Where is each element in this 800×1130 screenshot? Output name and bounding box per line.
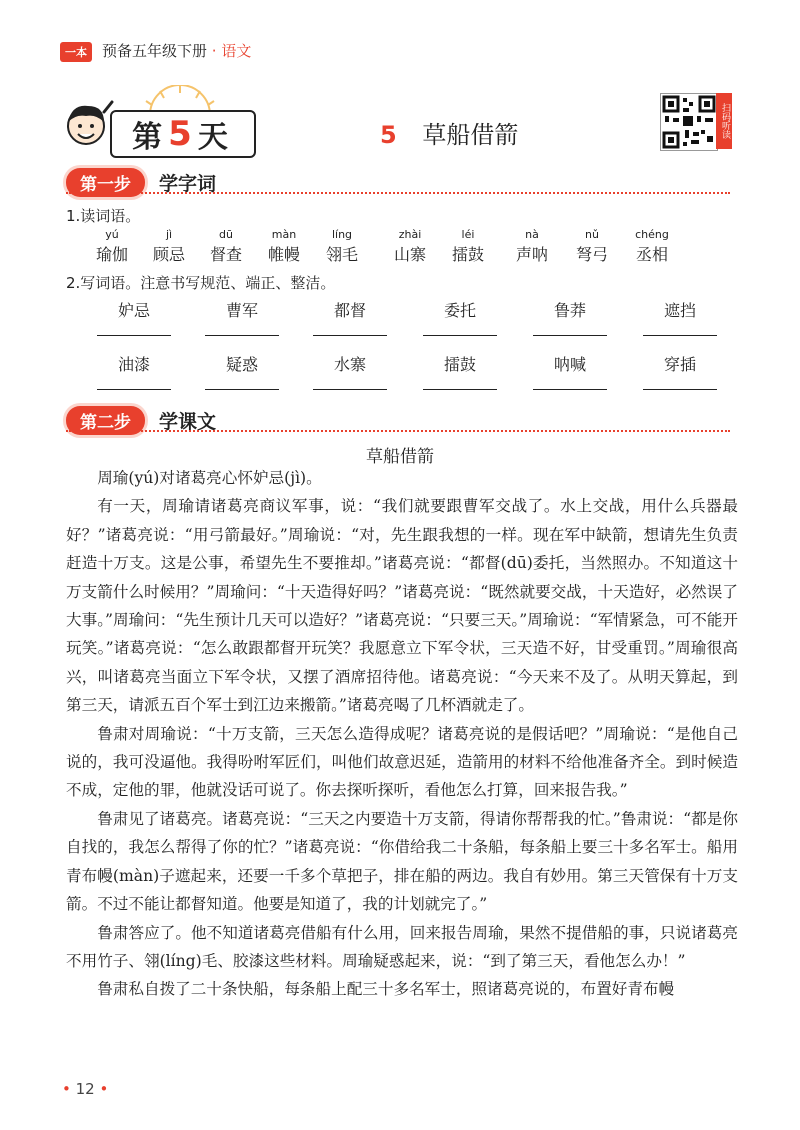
write-cell[interactable]: [310, 352, 390, 390]
page-header: [0, 0, 800, 72]
write-word: 遮挡: [663, 301, 696, 320]
pinyin: jì: [165, 228, 173, 241]
qr-code-icon[interactable]: [660, 93, 718, 151]
section-divider: [66, 192, 730, 194]
read-word: [310, 228, 374, 265]
day-suffix: 天: [197, 120, 234, 155]
write-word: 水寨: [333, 355, 366, 374]
bullet-icon: •: [99, 1080, 109, 1098]
write-cell[interactable]: [420, 352, 500, 390]
hanzi: 顾忌: [152, 245, 185, 264]
step1-label: 学字词: [159, 172, 217, 195]
lesson-title: [380, 115, 518, 150]
answer-line[interactable]: [313, 389, 387, 390]
answer-line[interactable]: [423, 389, 497, 390]
answer-line[interactable]: [423, 335, 497, 336]
write-cell[interactable]: [202, 298, 282, 336]
answer-line[interactable]: [533, 389, 607, 390]
question-2-title: 2.写词语。注意书写规范、端正、整洁。: [66, 274, 336, 292]
read-word: [500, 228, 564, 265]
read-word: [620, 228, 684, 265]
write-word: 委托: [443, 301, 476, 320]
write-word: 鲁莽: [553, 301, 586, 320]
answer-line[interactable]: [643, 335, 717, 336]
day-number: 5: [168, 114, 198, 154]
hanzi: 擂鼓: [451, 245, 484, 264]
write-word: 油漆: [117, 355, 150, 374]
day-badge: [110, 110, 256, 158]
answer-line[interactable]: [205, 389, 279, 390]
brand-logo: 一本: [60, 42, 92, 62]
page-number-text: 12: [75, 1080, 95, 1098]
write-word: 都督: [333, 301, 366, 320]
read-word: [436, 228, 500, 265]
pinyin: dū: [219, 228, 233, 241]
pinyin: líng: [331, 228, 353, 241]
paragraph: 周瑜(yú)对诸葛亮心怀妒忌(jì)。: [97, 469, 322, 487]
pinyin: màn: [271, 228, 297, 241]
hanzi: 翎毛: [325, 245, 358, 264]
pinyin: yú: [105, 228, 119, 241]
write-word: 妒忌: [117, 301, 150, 320]
answer-line[interactable]: [205, 335, 279, 336]
paragraph: 鲁肃对周瑜说：“十万支箭，三天怎么造得成呢？诸葛亮说的是假话吧？”周瑜说：“是他自己说的，我可没逼他。我得吩咐军匠们，叫他们故意迟延，造箭用的材料不给他准备齐全。到时候造不成，定他的罪，他就没话可说了。你去探听探听，看他怎么打算，回来报告我。”: [66, 724, 738, 800]
hanzi: 瑜伽: [95, 245, 128, 264]
subject-name: 语文: [221, 42, 252, 60]
answer-line[interactable]: [313, 335, 387, 336]
write-cell[interactable]: [94, 352, 174, 390]
write-cell[interactable]: [420, 298, 500, 336]
hanzi: 山寨: [393, 245, 426, 264]
hanzi: 弩弓: [575, 245, 608, 264]
answer-line[interactable]: [97, 335, 171, 336]
step2-label: 学课文: [159, 410, 217, 433]
pinyin: nǔ: [585, 228, 599, 241]
write-word: 擂鼓: [443, 355, 476, 374]
read-word: [252, 228, 316, 265]
question-1-title: 1.读词语。: [66, 207, 141, 225]
write-word: 曹军: [225, 301, 258, 320]
read-word: [560, 228, 624, 265]
passage-body: [66, 464, 738, 1004]
paragraph: 鲁肃见了诸葛亮。诸葛亮说：“三天之内要造十万支箭，得请你帮帮我的忙。”鲁肃说：“都是你自找的，我怎么帮得了你的忙？”诸葛亮说：“你借给我二十条船，每条船上要三十多名军士。船用青布幔(màn)子遮起来，还要一千多个草把子，排在船的两边。我自有妙用。第三天管保有十万支箭。不过不能让都督知道。他要是知道了，我的计划就完了。”: [66, 809, 738, 914]
step1-pill: 第一步: [66, 168, 145, 197]
write-word: 疑惑: [225, 355, 258, 374]
title-separator: ·: [211, 42, 217, 60]
bullet-icon: •: [62, 1080, 71, 1098]
pinyin: nà: [525, 228, 539, 241]
day-prefix: 第: [132, 120, 169, 155]
write-cell[interactable]: [530, 298, 610, 336]
paragraph: 鲁肃答应了。他不知道诸葛亮借船有什么用，回来报告周瑜，果然不提借船的事，只说诸葛亮不用竹子、翎(líng)毛、胶漆这些材料。周瑜疑惑起来，说：“到了第三天，看他怎么办！”: [66, 923, 738, 970]
write-cell[interactable]: [640, 298, 720, 336]
pinyin: chéng: [635, 228, 669, 241]
read-word: [378, 228, 442, 265]
student-mascot-icon: [58, 98, 118, 158]
pinyin: léi: [461, 228, 475, 241]
hanzi: 帷幔: [267, 245, 300, 264]
hanzi: 督查: [209, 245, 242, 264]
write-cell[interactable]: [530, 352, 610, 390]
lesson-number: 5: [380, 121, 397, 149]
book-title: [102, 40, 251, 61]
answer-line[interactable]: [97, 389, 171, 390]
paragraph: 有一天，周瑜请诸葛亮商议军事，说：“我们就要跟曹军交战了。水上交战，用什么兵器最好？”诸葛亮说：“用弓箭最好。”周瑜说：“对，先生跟我想的一样。现在军中缺箭，想请先生负责赶造十万支。这是公事，希望先生不要推却。”诸葛亮说：“都督(dū)委托，当然照办。不知道这十万支箭什么时候用？”周瑜问：“十天造得好吗？”诸葛亮说：“既然就要交战，十天造好，必然误了大事。”周瑜问：“先生预计几天可以造好？”诸葛亮说：“只要三天。”周瑜说：“军情紧急，可不能开玩笑。”诸葛亮说：“怎么敢跟都督开玩笑？我愿意立下军令状，三天造不好，甘受重罚。”周瑜很高兴，叫诸葛亮当面立下军令状，又摆了酒席招待他。诸葛亮说：“今天来不及了。从明天算起，到第三天，请派五百个军士到江边来搬箭。”诸葛亮喝了几杯酒就走了。: [66, 497, 738, 715]
section-divider: [66, 430, 730, 432]
read-words-row: [80, 228, 700, 268]
answer-line[interactable]: [643, 389, 717, 390]
write-cell[interactable]: [94, 298, 174, 336]
lesson-name: 草船借箭: [422, 121, 519, 149]
hanzi: 声呐: [515, 245, 548, 264]
qr-tag-label: 扫码听读: [716, 93, 732, 149]
read-word: [80, 228, 144, 265]
book-name: 预备五年级下册: [102, 42, 208, 60]
write-cell[interactable]: [202, 352, 282, 390]
write-word: 穿插: [663, 355, 696, 374]
passage-title: 草船借箭: [366, 447, 434, 467]
pinyin: zhài: [398, 228, 422, 241]
page-number: [62, 1080, 108, 1098]
answer-line[interactable]: [533, 335, 607, 336]
paragraph: 鲁肃私自拨了二十条快船，每条船上配三十多名军士，照诸葛亮说的，布置好青布幔: [97, 980, 675, 999]
step2-pill: 第二步: [66, 406, 145, 435]
read-word: [194, 228, 258, 265]
write-cell[interactable]: [310, 298, 390, 336]
hanzi: 丞相: [635, 245, 668, 264]
write-cell[interactable]: [640, 352, 720, 390]
read-word: [137, 228, 201, 265]
write-word: 呐喊: [553, 355, 586, 374]
